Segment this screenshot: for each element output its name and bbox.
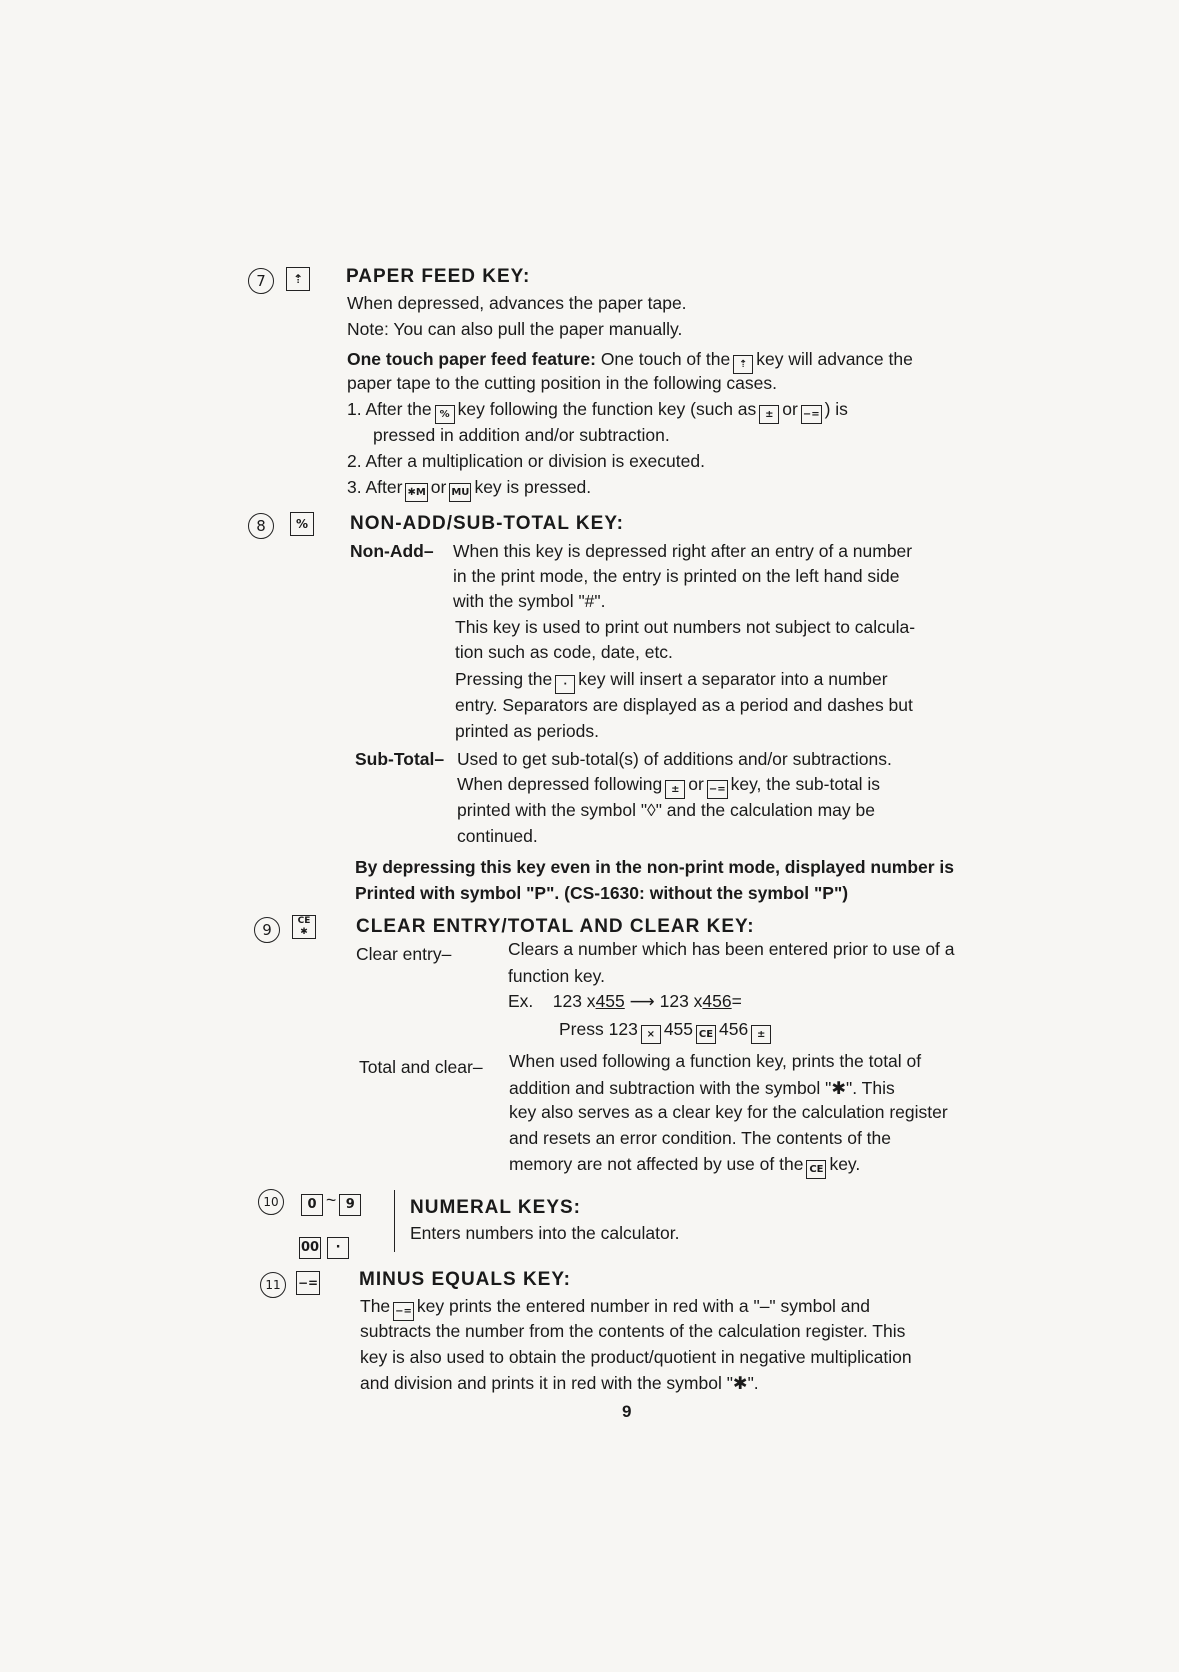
text-line: with the symbol "#". <box>453 591 606 611</box>
decimal-point-key-icon: · <box>327 1237 349 1259</box>
text-line: key is also used to obtain the product/quotient in negative multiplication <box>360 1347 912 1367</box>
decimal-point-key-icon: · <box>555 675 575 694</box>
first-line: The −= key prints the entered number in red with a "–" symbol and <box>360 1295 870 1321</box>
text-line: Enters numbers into the calculator. <box>410 1223 680 1243</box>
plus-equals-key-icon: ± <box>751 1025 771 1044</box>
item-number: 8 <box>248 513 274 539</box>
text-line: When used following a function key, prints the total of <box>509 1051 922 1071</box>
percent-key-icon: % <box>290 512 314 536</box>
text-line: When this key is depressed right after an entry of a number <box>453 541 913 561</box>
text-line: function key. <box>508 966 605 986</box>
page-number: 9 <box>622 1402 632 1421</box>
minus-equals-key-icon: −= <box>801 405 822 424</box>
nine-key-icon: 9 <box>339 1194 361 1216</box>
section-title: NUMERAL KEYS: <box>410 1197 581 1218</box>
text-line: addition and subtraction with the symbol "✱". This <box>509 1078 895 1098</box>
memory-key-icon: ✱M <box>405 483 427 502</box>
example-line: Ex. 123 x455 ⟶ 123 x456= <box>508 991 742 1011</box>
bold-note: By depressing this key even in the non-print mode, displayed number is <box>355 857 955 877</box>
last-line: memory are not affected by use of the CE key. <box>509 1153 860 1179</box>
text-line: Used to get sub-total(s) of additions and/or subtractions. <box>457 749 892 769</box>
non-add-label: Non-Add– <box>350 541 434 561</box>
minus-equals-key-icon: −= <box>707 780 728 799</box>
text-line: tion such as code, date, etc. <box>455 642 673 662</box>
case-line: 1. After the % key following the function key (such as ± or −= ) is <box>347 398 848 424</box>
text-line: This key is used to print out numbers not subject to calcula- <box>455 617 916 637</box>
minus-equals-key-icon: −= <box>296 1271 320 1295</box>
text-line: key also serves as a clear key for the calculation register <box>509 1102 948 1122</box>
double-zero-key-icon: 00 <box>299 1237 321 1259</box>
clear-entry-key-icon: CE ✱ <box>292 915 316 939</box>
numeral-keys-row: 0 ~ 9 <box>298 1189 364 1216</box>
paper-feed-key-icon: ⇡ <box>286 267 310 291</box>
text-line: and division and prints it in red with the symbol "✱". <box>360 1373 759 1393</box>
section-title: CLEAR ENTRY/TOTAL AND CLEAR KEY: <box>356 916 755 937</box>
text-line: subtracts the number from the contents of the calculation register. This <box>360 1321 906 1341</box>
percent-key-icon: % <box>435 405 455 424</box>
text-line: Note: You can also pull the paper manually. <box>347 319 683 339</box>
section-title: PAPER FEED KEY: <box>346 266 531 287</box>
mu-key-icon: MU <box>449 483 471 502</box>
total-clear-label: Total and clear– <box>359 1057 483 1077</box>
press-line: Press 123 × 455 CE 456 ± <box>559 1018 774 1044</box>
case-line: 3. After ✱M or MU key is pressed. <box>347 476 591 502</box>
plus-equals-key-icon: ± <box>759 405 779 424</box>
text-line: printed as periods. <box>455 721 599 741</box>
text-line: 2. After a multiplication or division is executed. <box>347 451 705 471</box>
brace-divider <box>388 1190 395 1252</box>
bold-note: Printed with symbol "P". (CS-1630: without the symbol "P") <box>355 883 849 903</box>
text-line: and resets an error condition. The contents of the <box>509 1128 891 1148</box>
paper-feed-key-icon: ⇡ <box>733 355 753 374</box>
item-number: 7 <box>248 268 274 294</box>
text-line: paper tape to the cutting position in the following cases. <box>347 373 777 393</box>
text-line: continued. <box>457 826 538 846</box>
text-line: pressed in addition and/or subtraction. <box>373 425 670 445</box>
text-line: entry. Separators are displayed as a period and dashes but <box>455 695 913 715</box>
plus-equals-key-icon: ± <box>665 780 685 799</box>
subtotal-line: When depressed following ± or −= key, the sub-total is <box>457 773 880 799</box>
pressing-line: Pressing the · key will insert a separator into a number <box>455 668 888 694</box>
numeral-keys-row <box>296 1232 352 1259</box>
minus-equals-key-icon: −= <box>393 1302 414 1321</box>
section-title: MINUS EQUALS KEY: <box>359 1269 571 1290</box>
text-line: printed with the symbol "◊" and the calculation may be <box>457 800 875 820</box>
item-number: 10 <box>258 1189 284 1215</box>
text-line: When depressed, advances the paper tape. <box>347 293 687 313</box>
zero-key-icon: 0 <box>301 1194 323 1216</box>
item-number: 9 <box>254 917 280 943</box>
section-title: NON-ADD/SUB-TOTAL KEY: <box>350 513 624 534</box>
item-number: 11 <box>260 1272 286 1298</box>
clear-entry-key-icon: CE <box>696 1025 716 1044</box>
clear-entry-label: Clear entry– <box>356 944 452 964</box>
sub-total-label: Sub-Total– <box>355 749 445 769</box>
multiply-key-icon: × <box>641 1025 661 1044</box>
feature-title: One touch paper feed feature: <box>347 349 596 369</box>
clear-entry-key-icon: CE <box>806 1160 826 1179</box>
text-line: Clears a number which has been entered prior to use of a <box>508 939 955 959</box>
text-line: in the print mode, the entry is printed on the left hand side <box>453 566 900 586</box>
feature-line: One touch paper feed feature: One touch of the ⇡ key will advance the <box>347 348 913 374</box>
